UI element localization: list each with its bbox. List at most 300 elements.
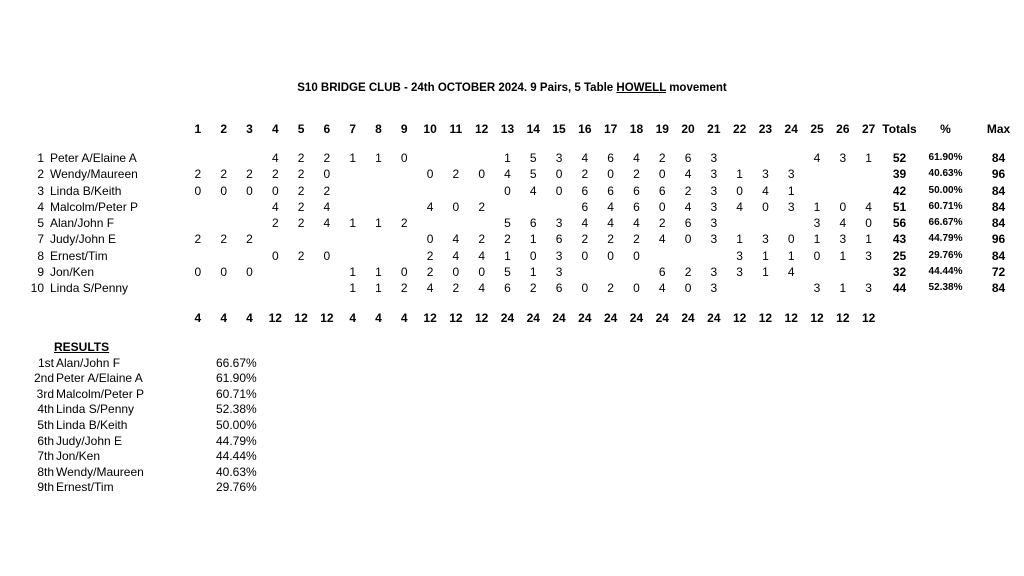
result-name: Malcolm/Peter P	[56, 386, 145, 401]
score-cell	[262, 231, 288, 247]
score-cell: 4	[271, 199, 279, 214]
score-cell: 3	[710, 281, 718, 296]
column-total: 12	[758, 310, 773, 325]
score-cell	[804, 183, 830, 199]
pair-max: 84	[991, 216, 1006, 231]
pair-percentage: 44.79%	[928, 233, 963, 245]
pair-row	[28, 248, 1024, 264]
pair-max: 96	[991, 167, 1006, 182]
score-cell	[211, 199, 237, 215]
score-cell: 3	[787, 167, 795, 182]
column-header: 1	[194, 121, 202, 136]
score-cell: 4	[452, 248, 460, 263]
score-cell: 0	[426, 232, 434, 247]
column-header: 3	[246, 121, 253, 136]
pair-row	[28, 280, 1024, 296]
score-cell	[804, 166, 830, 182]
pair-name: Jon/Ken	[50, 265, 95, 280]
score-cell	[443, 183, 469, 199]
score-cell: 3	[710, 151, 718, 165]
score-cell	[185, 248, 211, 264]
result-percentage: 50.00%	[216, 417, 257, 432]
score-cell: 1	[349, 265, 357, 280]
result-percentage: 40.63%	[216, 464, 257, 479]
pair-percentage: 66.67%	[928, 217, 963, 229]
score-cell: 1	[865, 151, 872, 165]
score-cell: 2	[478, 199, 485, 214]
column-header: 23	[758, 121, 773, 136]
column-header: 24	[784, 121, 798, 136]
score-cell	[727, 280, 753, 296]
result-row	[26, 465, 276, 481]
score-cell: 4	[323, 199, 331, 214]
score-cell: 2	[607, 232, 614, 247]
result-name: Peter A/Elaine A	[56, 371, 143, 386]
score-cell: 3	[736, 248, 743, 263]
score-cell: 2	[400, 216, 408, 231]
column-header: 22	[732, 121, 747, 136]
column-total: 12	[732, 310, 747, 325]
score-cell: 0	[787, 232, 795, 247]
score-cell: 1	[839, 281, 847, 296]
score-cell: 6	[555, 281, 563, 296]
result-row	[26, 480, 276, 496]
result-row	[26, 356, 276, 372]
score-cell	[366, 199, 392, 215]
score-cell: 2	[478, 232, 485, 247]
score-cell: 0	[581, 248, 589, 263]
pair-name: Wendy/Maureen	[50, 167, 138, 182]
column-header: 13	[500, 121, 515, 136]
score-cell: 1	[375, 265, 382, 280]
pair-name: Malcolm/Peter P	[50, 199, 139, 214]
score-cell	[546, 199, 572, 215]
pair-number: 1	[37, 151, 44, 165]
score-cell: 0	[555, 167, 563, 182]
score-cell: 0	[607, 167, 614, 182]
column-total: 24	[655, 310, 669, 325]
score-cell: 3	[839, 232, 847, 247]
score-cell	[778, 280, 804, 296]
result-position: 3rd	[36, 386, 54, 401]
score-cell: 4	[478, 281, 485, 296]
score-cell: 2	[271, 216, 279, 231]
result-percentage: 61.90%	[216, 371, 257, 386]
result-percentage: 29.76%	[216, 480, 257, 495]
result-position: 2nd	[33, 371, 54, 386]
score-cell: 0	[684, 281, 692, 296]
score-cell	[804, 264, 830, 280]
score-cell	[185, 280, 211, 296]
score-cell	[340, 231, 366, 247]
score-cell	[469, 150, 495, 166]
score-cell: 4	[426, 281, 434, 296]
column-total: 12	[268, 310, 282, 325]
pair-percentage: 52.38%	[928, 282, 963, 294]
score-cell	[856, 264, 882, 280]
score-cell	[391, 248, 417, 264]
score-cell: 4	[736, 199, 743, 214]
column-totals-row	[28, 307, 1024, 329]
score-cell	[598, 264, 624, 280]
score-cell: 0	[865, 216, 872, 231]
score-cell: 0	[400, 265, 408, 280]
score-cell: 2	[220, 167, 228, 182]
pair-row	[28, 231, 1024, 247]
score-cell	[237, 215, 263, 231]
title-underlined: HOWELL	[616, 82, 667, 94]
column-header: 20	[681, 121, 695, 136]
score-cell: 1	[787, 248, 795, 263]
pair-name: Linda S/Penny	[50, 281, 129, 296]
score-cell: 6	[555, 232, 563, 247]
pair-max: 96	[991, 232, 1006, 247]
score-cell: 2	[297, 167, 305, 182]
score-cell	[237, 248, 263, 264]
score-cell	[211, 215, 237, 231]
score-cell	[262, 264, 288, 280]
score-cell: 0	[271, 183, 279, 198]
score-cell: 0	[426, 167, 434, 182]
score-cell	[856, 183, 882, 199]
score-cell: 2	[323, 151, 331, 165]
score-cell	[185, 199, 211, 215]
score-cell: 0	[478, 167, 485, 182]
pair-percentage: 60.71%	[928, 200, 963, 212]
column-total: 12	[423, 310, 437, 325]
score-cell: 6	[607, 183, 614, 198]
header-blank	[28, 118, 50, 140]
score-cell	[830, 264, 856, 280]
footer-blank	[50, 307, 185, 329]
score-cell	[753, 215, 779, 231]
pair-row	[28, 183, 1024, 199]
header-row	[28, 118, 1024, 140]
column-header: 10	[423, 121, 437, 136]
score-cell: 2	[607, 281, 614, 296]
result-row	[26, 434, 276, 450]
score-cell: 1	[375, 281, 382, 296]
pair-row	[28, 150, 1024, 166]
score-cell	[237, 280, 263, 296]
score-cell: 4	[684, 167, 692, 182]
score-cell: 0	[452, 199, 460, 214]
score-cell: 2	[633, 232, 640, 247]
score-cell: 4	[813, 151, 821, 165]
score-cell	[675, 248, 701, 264]
score-cell: 4	[452, 232, 460, 247]
score-cell	[417, 183, 443, 199]
score-cell: 2	[323, 183, 331, 198]
score-cell: 1	[736, 232, 743, 247]
pair-total: 56	[892, 216, 907, 231]
footer-blank	[882, 307, 918, 329]
score-cell: 6	[529, 216, 537, 231]
column-total: 24	[603, 310, 618, 325]
score-cell: 2	[246, 167, 253, 182]
pair-max: 84	[991, 199, 1006, 214]
score-cell	[314, 280, 340, 296]
pair-total: 52	[892, 151, 907, 165]
score-cell: 0	[504, 183, 511, 198]
result-position: 8th	[37, 464, 54, 479]
score-cell: 1	[736, 167, 743, 182]
pair-number: 10	[30, 281, 44, 296]
score-cell: 6	[607, 151, 614, 165]
pair-row	[28, 264, 1024, 280]
column-total: 4	[220, 310, 228, 325]
result-percentage: 44.79%	[216, 433, 257, 448]
score-cell: 1	[839, 248, 847, 263]
score-cell: 0	[658, 167, 666, 182]
pair-number: 7	[37, 232, 44, 247]
score-cell	[211, 280, 237, 296]
score-cell	[391, 199, 417, 215]
score-cell: 1	[529, 232, 537, 247]
score-cell	[753, 280, 779, 296]
result-name: Alan/John F	[56, 355, 121, 370]
score-cell: 0	[220, 265, 228, 280]
result-name: Linda B/Keith	[56, 417, 128, 432]
score-cell: 3	[865, 248, 872, 263]
score-cell: 3	[555, 248, 563, 263]
score-cell: 0	[581, 281, 589, 296]
pair-row	[28, 199, 1024, 215]
column-header: 17	[603, 121, 618, 136]
score-cell	[469, 183, 495, 199]
score-cell: 0	[194, 265, 202, 280]
score-cell: 1	[349, 216, 357, 231]
score-cell: 2	[529, 281, 537, 296]
column-header: 12	[474, 121, 489, 136]
score-cell: 4	[839, 216, 847, 231]
score-cell	[753, 150, 779, 166]
score-cell: 5	[529, 167, 537, 182]
pair-number: 8	[37, 248, 44, 263]
score-cell: 0	[478, 265, 485, 280]
score-cell: 5	[529, 151, 537, 165]
score-cell: 2	[426, 265, 434, 280]
column-total: 4	[349, 310, 357, 325]
column-total: 12	[474, 310, 489, 325]
score-cell: 0	[323, 167, 331, 182]
result-row	[26, 449, 276, 465]
pair-number: 2	[37, 167, 44, 182]
score-cell: 4	[607, 216, 614, 231]
footer-blank	[974, 307, 1024, 329]
column-total: 12	[861, 310, 876, 325]
score-cell: 0	[762, 199, 769, 214]
column-total: 4	[375, 310, 382, 325]
column-total: 4	[400, 310, 408, 325]
column-header: 26	[836, 121, 850, 136]
score-cell	[727, 215, 753, 231]
score-cell: 4	[633, 216, 640, 231]
score-cell: 4	[271, 151, 279, 165]
score-cell: 0	[452, 265, 460, 280]
result-name: Ernest/Tim	[56, 480, 114, 495]
column-header: 27	[861, 121, 876, 136]
score-cell	[366, 231, 392, 247]
score-cell	[314, 264, 340, 280]
result-position: 5th	[37, 417, 54, 432]
score-cell	[366, 166, 392, 182]
score-cell	[727, 150, 753, 166]
score-cell: 2	[297, 199, 305, 214]
score-cell: 3	[839, 151, 847, 165]
score-cell: 3	[813, 281, 821, 296]
score-cell	[391, 183, 417, 199]
score-cell	[185, 150, 211, 166]
pair-total: 51	[892, 199, 907, 214]
column-total: 12	[810, 310, 824, 325]
score-cell: 1	[349, 151, 357, 165]
score-cell: 0	[633, 248, 640, 263]
score-cell	[340, 183, 366, 199]
column-total: 4	[194, 310, 202, 325]
score-cell: 2	[194, 232, 202, 247]
score-cell	[314, 231, 340, 247]
score-cell	[340, 199, 366, 215]
result-position: 7th	[37, 449, 54, 464]
score-cell: 4	[504, 167, 511, 182]
footer-blank	[28, 307, 50, 329]
column-total: 24	[629, 310, 644, 325]
score-cell: 2	[581, 232, 589, 247]
result-percentage: 52.38%	[216, 402, 257, 417]
score-cell: 3	[710, 199, 718, 214]
score-cell: 0	[633, 281, 640, 296]
score-cell: 1	[504, 151, 511, 165]
score-cell	[340, 248, 366, 264]
pair-percentage: 29.76%	[928, 249, 963, 261]
pair-row	[28, 166, 1024, 182]
column-total: 24	[707, 310, 721, 325]
score-cell: 6	[581, 183, 589, 198]
score-cell: 1	[762, 248, 769, 263]
results-heading: RESULTS	[54, 340, 110, 354]
score-cell	[443, 150, 469, 166]
column-header: 16	[578, 121, 592, 136]
result-name: Judy/John E	[56, 433, 123, 448]
score-cell	[830, 166, 856, 182]
score-cell: 0	[529, 248, 537, 263]
pair-max: 84	[991, 248, 1006, 263]
score-cell	[417, 215, 443, 231]
score-cell: 2	[452, 167, 460, 182]
score-cell: 4	[658, 281, 666, 296]
score-cell: 3	[787, 199, 795, 214]
score-cell	[391, 166, 417, 182]
score-cell: 3	[710, 167, 718, 182]
score-cell: 0	[400, 151, 408, 165]
score-cell: 2	[504, 232, 511, 247]
result-row	[26, 371, 276, 387]
column-header: 8	[375, 121, 382, 136]
column-total: 4	[246, 310, 253, 325]
score-cell: 3	[710, 265, 718, 280]
column-total: 12	[784, 310, 798, 325]
score-cell: 2	[271, 167, 279, 182]
score-cell	[701, 248, 727, 264]
result-percentage: 44.44%	[216, 449, 257, 464]
score-cell: 3	[555, 265, 563, 280]
pair-percentage: 40.63%	[928, 168, 963, 180]
score-cell	[366, 248, 392, 264]
score-cell	[262, 280, 288, 296]
score-cell: 4	[529, 183, 537, 198]
footer-blank	[918, 307, 974, 329]
pair-name: Peter A/Elaine A	[50, 151, 137, 165]
pair-row	[28, 215, 1024, 231]
score-cell: 2	[194, 167, 202, 182]
score-cell: 0	[813, 248, 821, 263]
score-cell: 6	[684, 151, 692, 165]
column-total: 24	[681, 310, 695, 325]
column-header: 2	[220, 121, 228, 136]
score-cell: 0	[658, 199, 666, 214]
column-total: 24	[578, 310, 592, 325]
column-header: 18	[629, 121, 644, 136]
result-row	[26, 402, 276, 418]
pair-total: 43	[892, 232, 907, 247]
score-cell: 5	[504, 216, 511, 231]
score-cell	[443, 215, 469, 231]
score-cell: 3	[762, 167, 769, 182]
score-cell: 2	[658, 216, 666, 231]
score-cell: 3	[555, 151, 563, 165]
pair-percentage: 61.90%	[928, 152, 963, 163]
column-header: 19	[655, 121, 669, 136]
score-cell: 6	[581, 199, 589, 214]
column-header: 14	[526, 121, 540, 136]
pct-header: %	[940, 121, 951, 136]
pair-number: 5	[37, 216, 44, 231]
column-header: 6	[323, 121, 331, 136]
result-position: 4th	[37, 402, 54, 417]
score-cell: 0	[271, 248, 279, 263]
score-cell: 0	[323, 248, 331, 263]
pair-number: 4	[37, 199, 44, 214]
column-header: 15	[552, 121, 566, 136]
score-cell: 6	[633, 183, 640, 198]
score-cell: 4	[581, 151, 589, 165]
max-header: Max	[986, 121, 1011, 136]
score-cell: 6	[504, 281, 511, 296]
pair-total: 25	[892, 248, 907, 263]
column-total: 12	[294, 310, 308, 325]
column-header: 11	[449, 121, 463, 136]
score-cell: 0	[220, 183, 228, 198]
score-cell: 2	[658, 151, 666, 165]
pair-total: 32	[892, 265, 907, 280]
score-cell: 0	[684, 232, 692, 247]
score-cell: 3	[865, 281, 872, 296]
score-cell: 2	[684, 183, 692, 198]
score-cell	[495, 199, 521, 215]
score-cell: 3	[710, 232, 718, 247]
score-cell	[830, 183, 856, 199]
score-cell: 2	[297, 216, 305, 231]
pair-number: 3	[37, 183, 44, 198]
score-cell: 0	[839, 199, 847, 214]
score-cell	[288, 231, 314, 247]
column-total: 24	[526, 310, 540, 325]
score-cell	[211, 150, 237, 166]
score-cell: 1	[349, 281, 357, 296]
score-cell: 3	[762, 232, 769, 247]
score-cell: 1	[865, 232, 872, 247]
